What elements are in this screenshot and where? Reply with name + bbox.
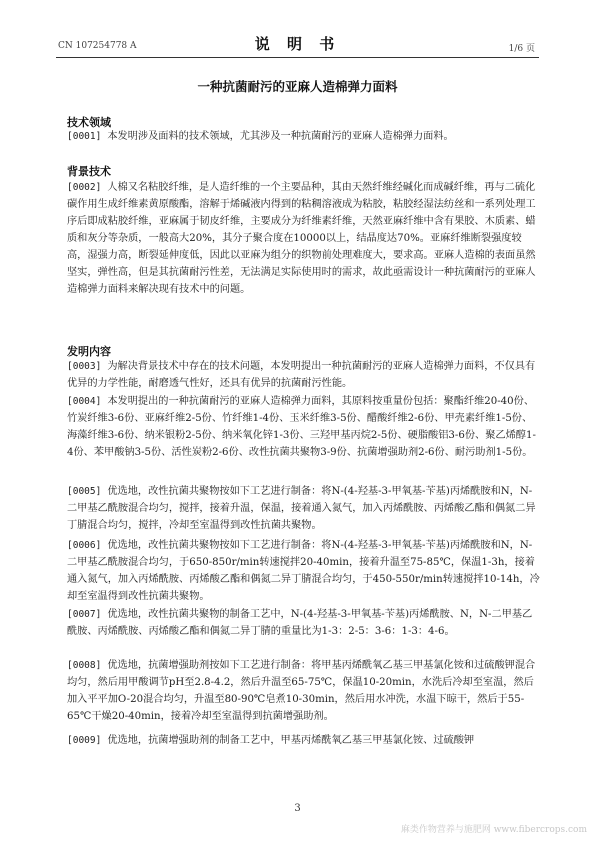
patent-number: CN 107254778 A [58,41,137,51]
paragraph-tag: [0006] [67,540,102,551]
paragraph-text: 优选地，改性抗菌共聚物按如下工艺进行制备：将N-(4-羟基-3-甲氧基-苄基)丙烯酰胺和N，N-二甲基乙酰胺混合均匀，于650-850r/min转速搅拌20-40min，接着升温至75-85℃，保温1-3h，接着通入氮气，加入丙烯酰胺、丙烯酸乙酯和偶氮二异丁腈混合均匀，于450-550r/min转速搅拌10-14h，冷却至室温得到改性抗菌共聚物。 [67,540,540,602]
paragraph-text: 优选地，改性抗菌共聚物的制备工艺中，N-(4-羟基-3-甲氧基-苄基)丙烯酰胺、N，N-二甲基乙酰胺、丙烯酰胺、丙烯酸乙酯和偶氮二异丁腈的重量比为1-3：2-5：3-6：1-3：4-6。 [67,609,533,637]
paragraph-tag: [0008] [67,660,102,671]
paragraph-0009 [67,732,540,749]
paragraph-0007 [67,606,540,640]
paragraph-text: 本发明涉及面料的技术领域，尤其涉及一种抗菌耐污的亚麻人造棉弹力面料。 [107,131,454,142]
section-heading-tech-field: 技术领域 [67,116,111,129]
page-indicator: 1/6 页 [508,44,535,54]
header-title: 说 明 书 [254,35,341,53]
paragraph-0006 [67,537,540,605]
paragraph-tag: [0009] [67,735,102,746]
paragraph-text: 优选地，抗菌增强助剂的制备工艺中，甲基丙烯酰氧乙基三甲基氯化铵、过硫酸钾 [107,735,475,746]
paragraph-0001 [67,128,540,145]
paragraph-tag: [0002] [67,182,102,193]
paragraph-text: 优选地，抗菌增强助剂按如下工艺进行制备：将甲基丙烯酰氧乙基三甲基氯化铵和过硫酸钾混合均匀，然后用甲酸调节pH至2.8-4.2，然后升温至65-75℃，保温10-20min，水洗后冷却至室温，然后加入平平加O-20混合均匀，升温至80-90℃皂煮10-30min，然后用水冲洗，水温下晾干，然后于55-65℃干燥20-40min，接着冷却至室温得到抗菌增强助剂。 [67,660,536,722]
paragraph-0004 [67,393,540,461]
section-heading-content: 发明内容 [67,345,111,358]
paragraph-text: 人棉又名粘胶纤维，是人造纤维的一个主要品种，其由天然纤维经碱化而成碱纤维，再与二硫化碳作用生成纤维素黄原酸酯，溶解于烯碱液内得到的粘稠溶液成为粘胶，粘胶经湿法纺丝和一系列处理工序后即成粘胶纤维，亚麻属于韧皮纤维，主要成分为纤维素纤维，天然亚麻纤维中含有果胶、木质素、蜡质和灰分等杂质，一般高大20%，其分子聚合度在10000以上，结晶度达70%。亚麻纤维断裂强度较高，湿强力高，断裂延伸度低，因此以亚麻为组分的织物前处理难度大，要求高。亚麻人造棉的表面虽然坚实，弹性高，但是其抗菌耐污性差，无法满足实际使用时的需求，故此亟需设计一种抗菌耐污的亚麻人造棉弹力面料来解决现有技术中的问题。 [67,182,536,295]
paragraph-tag: [0005] [67,486,102,497]
document-title: 一种抗菌耐污的亚麻人造棉弹力面料 [197,79,398,94]
paragraph-0002 [67,179,540,298]
paragraph-tag: [0007] [67,609,102,620]
watermark: 麻类作物营养与施肥网 www.fibercrops.com [400,825,587,835]
section-heading-background: 背景技术 [67,165,111,178]
header-divider [56,57,539,58]
paragraph-tag: [0004] [67,396,102,407]
paragraph-tag: [0001] [67,131,102,142]
paragraph-text: 优选地，改性抗菌共聚物按如下工艺进行制备：将N-(4-羟基-3-甲氧基-苄基)丙烯酰胺和N，N-二甲基乙酰胺混合均匀，搅拌，接着升温，保温，接着通入氮气，加入丙烯酰胺、丙烯酸乙酯和偶氮二异丁腈混合均匀，搅拌，冷却至室温得到改性抗菌共聚物。 [67,486,536,531]
paragraph-text: 本发明提出的一种抗菌耐污的亚麻人造棉弹力面料，其原料按重量份包括：聚酯纤维20-40份、竹炭纤维3-6份、亚麻纤维2-5份、竹纤维1-4份、玉米纤维3-5份、醋酸纤维2-6份、甲壳素纤维1-5份、海藻纤维3-6份、纳米银粉2-5份、纳米氧化锌1-3份、三羟甲基丙烷2-5份、硬脂酸铝3-6份、聚乙烯醇1-4份、苯甲酸钠3-5份、活性炭粉2-6份、改性抗菌共聚物3-9份、抗菌增强助剂2-6份、耐污助剂1-5份。 [67,396,536,458]
paragraph-0003 [67,358,540,392]
page-number: 3 [294,803,301,814]
paragraph-text: 为解决背景技术中存在的技术问题，本发明提出一种抗菌耐污的亚麻人造棉弹力面料，不仅具有优异的力学性能，耐磨透气性好，还具有优异的抗菌耐污性能。 [67,361,536,389]
paragraph-0008 [67,657,540,725]
paragraph-tag: [0003] [67,361,102,372]
paragraph-0005 [67,483,540,534]
